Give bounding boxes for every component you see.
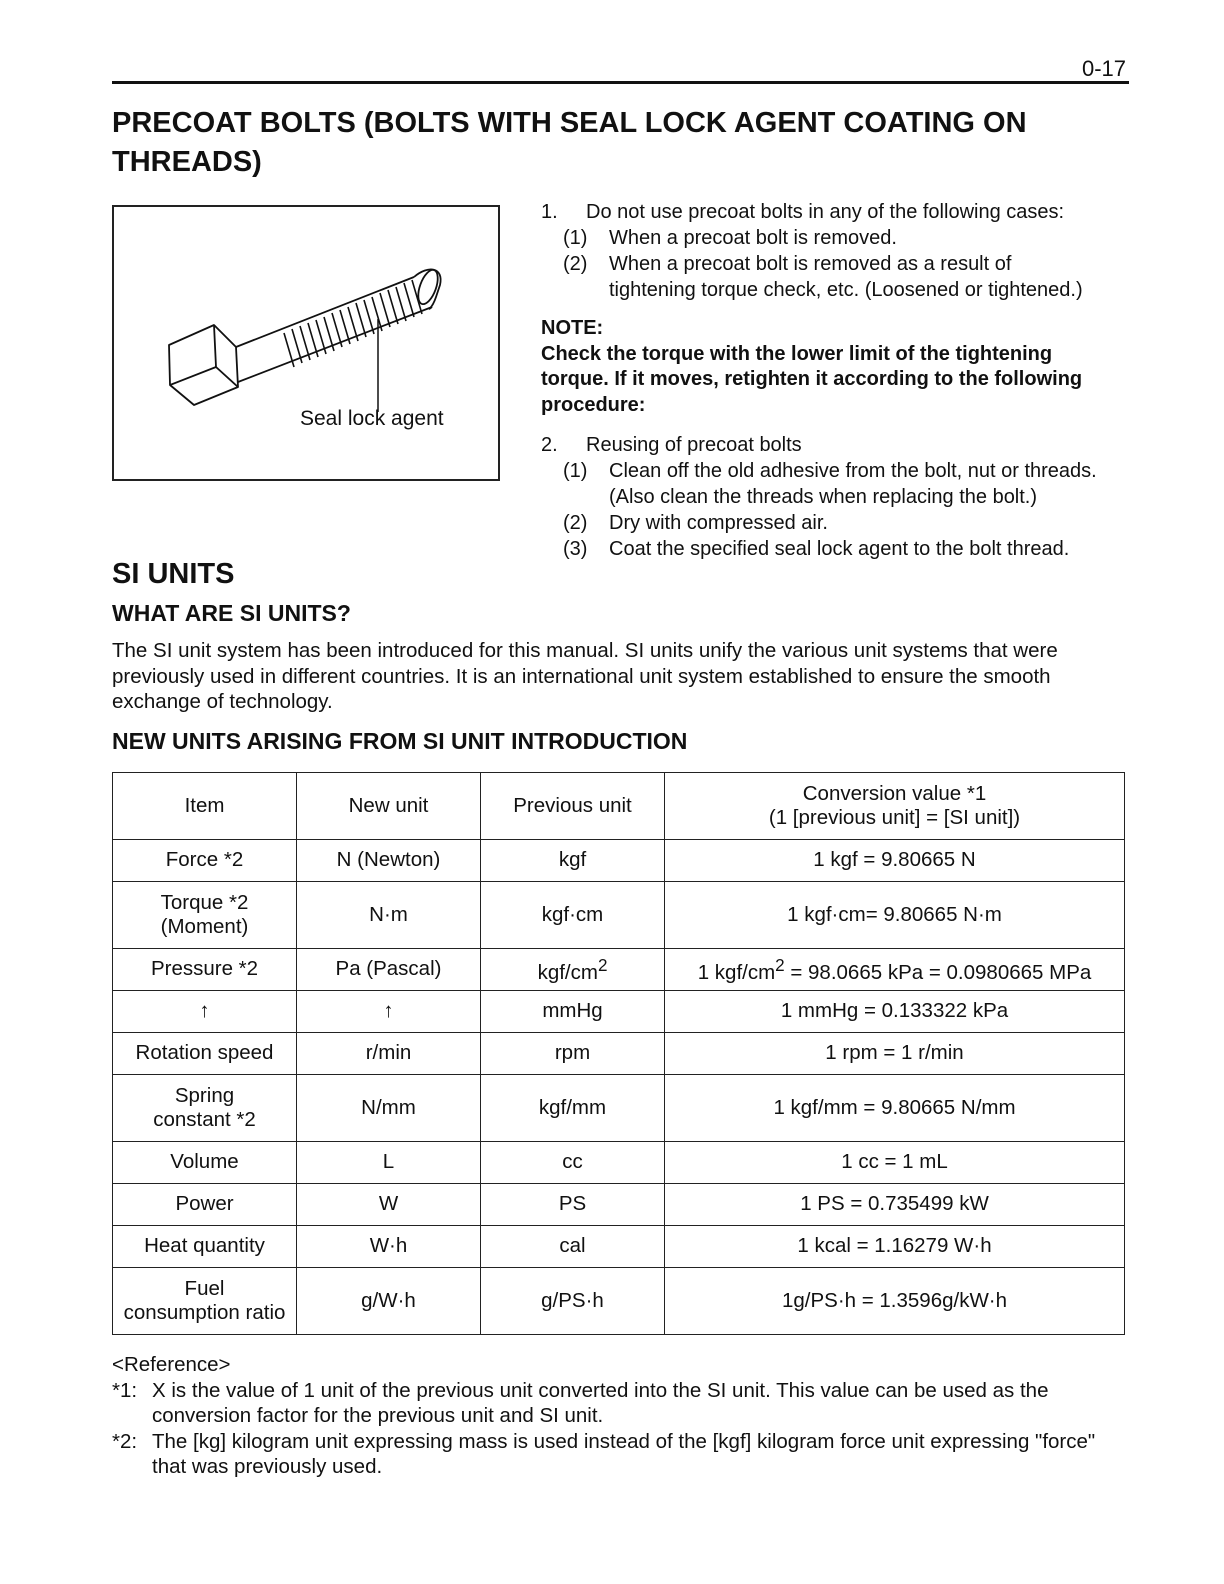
cell-previous-unit: cc — [481, 1142, 665, 1184]
table-row — [113, 991, 1125, 1033]
table-row — [113, 949, 1125, 991]
cell-item-same-as-above: ↑ — [113, 991, 297, 1033]
sub-item-text: When a precoat bolt is removed as a result of — [609, 253, 1012, 275]
cell-item — [113, 882, 297, 949]
cell-new-unit: W·h — [297, 1226, 481, 1268]
cell-conversion: 1g/PS·h = 1.3596g/kW·h — [665, 1268, 1125, 1335]
sub-item-number: (1) — [563, 227, 588, 249]
cell-conversion: 1 rpm = 1 r/min — [665, 1033, 1125, 1075]
column-header-item: Item — [113, 773, 297, 840]
cell-conversion: 1 PS = 0.735499 kW — [665, 1184, 1125, 1226]
footnote-text: The [kg] kilogram unit expressing mass is used instead of the [kgf] kilogram force unit expressing "force" that was previously used. — [152, 1429, 1096, 1478]
cell-item — [113, 1075, 297, 1142]
cell-previous-unit: g/PS·h — [481, 1268, 665, 1335]
footnote-text: X is the value of 1 unit of the previous unit converted into the SI unit. This value can be used as the conversion factor for the previous unit and SI unit. — [152, 1378, 1049, 1427]
reference-label: <Reference> — [112, 1353, 231, 1376]
column-header-previous-unit: Previous unit — [481, 773, 665, 840]
item-number: 1. — [541, 201, 558, 223]
sub-item-text: When a precoat bolt is removed. — [609, 227, 897, 249]
conversion-text-rest: = 98.0665 kPa = 0.0980665 MPa — [784, 960, 1092, 984]
footnote-1 — [112, 1378, 1124, 1429]
cell-previous-unit: kgf·cm — [481, 882, 665, 949]
page-number: 0-17 — [1081, 56, 1126, 81]
footnote-mark: *1: — [112, 1378, 138, 1402]
cell-conversion: 1 kgf = 9.80665 N — [665, 840, 1125, 882]
item-number: 2. — [541, 434, 558, 456]
bolt-illustration — [114, 207, 502, 483]
note-block — [541, 316, 1121, 418]
sub-item-text: (Also clean the threads when replacing the bolt.) — [609, 486, 1038, 508]
cell-new-unit: N·m — [297, 882, 481, 949]
column-header-new-unit: New unit — [297, 773, 481, 840]
table-row — [113, 1033, 1125, 1075]
cell-previous-unit: mmHg — [481, 991, 665, 1033]
cell-item: Volume — [113, 1142, 297, 1184]
cell-item-line: consumption ratio — [123, 1301, 286, 1324]
sub-item-number: (2) — [563, 253, 588, 275]
cell-conversion: 1 kcal = 1.16279 W·h — [665, 1226, 1125, 1268]
table-row — [113, 1075, 1125, 1142]
cell-new-unit: W — [297, 1184, 481, 1226]
header-rule — [112, 81, 1129, 84]
note-label: NOTE: — [541, 317, 604, 339]
cell-new-unit: N/mm — [297, 1075, 481, 1142]
precoat-bolt-figure — [112, 205, 500, 481]
cell-new-unit: L — [297, 1142, 481, 1184]
precoat-item-1 — [541, 199, 1126, 304]
si-intro-paragraph: The SI unit system has been introduced for this manual. SI units unify the various unit systems that were previously used in different countries. It is an international unit system established to ensure the smooth exchange of technology. — [112, 639, 1058, 713]
cell-conversion: 1 kgf·cm= 9.80665 N·m — [665, 882, 1125, 949]
cell-previous-unit — [481, 949, 665, 991]
table-row — [113, 840, 1125, 882]
new-units-heading: NEW UNITS ARISING FROM SI UNIT INTRODUCTION — [112, 728, 688, 754]
sub-item-number: (1) — [563, 460, 588, 482]
unit-text: kgf/cm — [537, 960, 598, 984]
table-row — [113, 1142, 1125, 1184]
cell-previous-unit: rpm — [481, 1033, 665, 1075]
cell-new-unit: N (Newton) — [297, 840, 481, 882]
conversion-text: 1 kgf/cm — [697, 960, 776, 984]
precoat-title: PRECOAT BOLTS (BOLTS WITH SEAL LOCK AGENT COATING ON THREADS) — [112, 107, 1027, 178]
si-units-title: SI UNITS — [112, 558, 235, 590]
sub-item-text: Dry with compressed air. — [609, 512, 828, 534]
cell-previous-unit: cal — [481, 1226, 665, 1268]
column-header-conversion — [665, 773, 1125, 840]
cell-new-unit-same-as-above: ↑ — [297, 991, 481, 1033]
footnote-mark: *2: — [112, 1429, 138, 1453]
cell-item-line: Torque *2 — [160, 890, 249, 914]
conversion-header-line2: (1 [previous unit] = [SI unit]) — [768, 806, 1021, 829]
cell-conversion: 1 cc = 1 mL — [665, 1142, 1125, 1184]
cell-new-unit: Pa (Pascal) — [297, 949, 481, 991]
cell-item: Heat quantity — [113, 1226, 297, 1268]
cell-item-line: Fuel — [184, 1276, 225, 1300]
table-row — [113, 1184, 1125, 1226]
cell-conversion: 1 mmHg = 0.133322 kPa — [665, 991, 1125, 1033]
cell-item-line: (Moment) — [160, 915, 249, 938]
precoat-item-2 — [541, 432, 1126, 562]
sub-item-number: (2) — [563, 512, 588, 534]
thread-lines — [284, 280, 422, 367]
footnote-2 — [112, 1429, 1124, 1480]
cell-item-line: Spring — [174, 1083, 235, 1107]
table-row — [113, 882, 1125, 949]
cell-item: Force *2 — [113, 840, 297, 882]
cell-conversion — [665, 949, 1125, 991]
sub-item-text: tightening torque check, etc. (Loosened or tightened.) — [609, 279, 1083, 301]
cell-new-unit: r/min — [297, 1033, 481, 1075]
unit-superscript: 2 — [597, 955, 608, 975]
cell-previous-unit: kgf/mm — [481, 1075, 665, 1142]
cell-new-unit: g/W·h — [297, 1268, 481, 1335]
cell-previous-unit: kgf — [481, 840, 665, 882]
cell-item: Rotation speed — [113, 1033, 297, 1075]
table-row — [113, 1226, 1125, 1268]
conversion-header-line1: Conversion value *1 — [802, 781, 987, 805]
conversion-superscript: 2 — [775, 955, 785, 975]
cell-item — [113, 1268, 297, 1335]
cell-item-line: constant *2 — [153, 1108, 256, 1131]
item-text: Do not use precoat bolts in any of the following cases: — [586, 201, 1065, 223]
sub-item-text: Clean off the old adhesive from the bolt, nut or threads. — [609, 460, 1097, 482]
cell-previous-unit: PS — [481, 1184, 665, 1226]
table-header-row — [113, 773, 1125, 840]
cell-item: Pressure *2 — [113, 949, 297, 991]
note-text: Check the torque with the lower limit of the tightening torque. If it moves, retighten it according to the following procedure: — [541, 342, 1083, 416]
sub-item-number: (3) — [563, 538, 588, 560]
cell-item: Power — [113, 1184, 297, 1226]
item-text: Reusing of precoat bolts — [586, 434, 802, 456]
cell-conversion: 1 kgf/mm = 9.80665 N/mm — [665, 1075, 1125, 1142]
sub-item-text: Coat the specified seal lock agent to the bolt thread. — [609, 538, 1070, 560]
what-are-si-heading: WHAT ARE SI UNITS? — [112, 600, 351, 626]
reference-block — [112, 1352, 1124, 1480]
si-units-table — [112, 772, 1125, 1335]
figure-label: Seal lock agent — [300, 407, 444, 430]
table-row — [113, 1268, 1125, 1335]
